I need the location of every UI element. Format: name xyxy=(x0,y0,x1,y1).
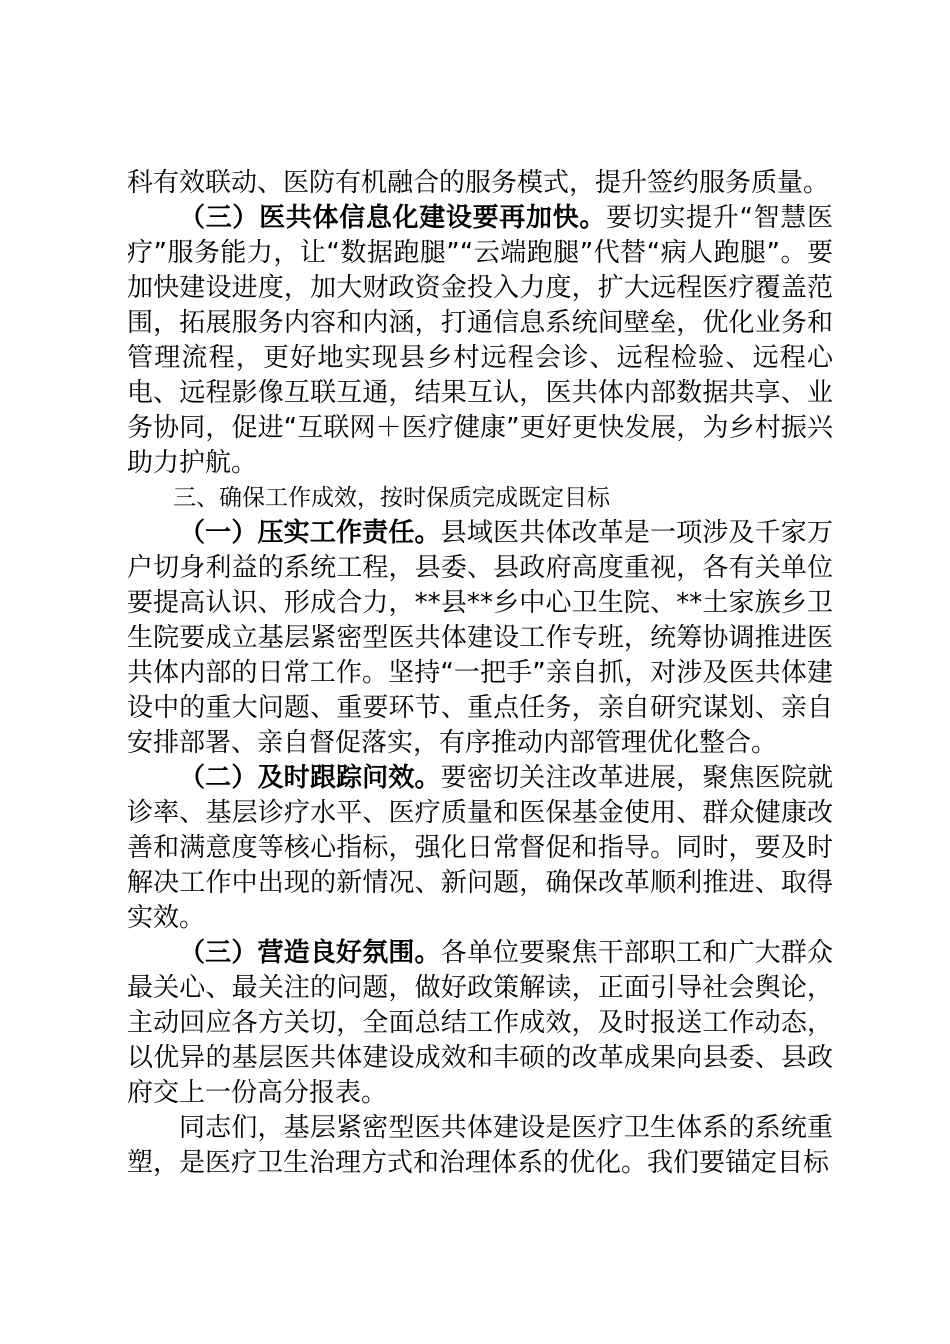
paragraph-closing xyxy=(127,1111,833,1181)
section-heading-bold: （二）及时跟踪问效。 xyxy=(179,763,441,793)
section-heading-bold: （三）医共体信息化建设要再加快。 xyxy=(179,203,607,233)
document-body xyxy=(127,166,833,1181)
paragraph-informatization xyxy=(127,201,833,481)
paragraph-text: 县域医共体改革是一项涉及千家万户切身利益的系统工程，县委、县政府高度重视，各有关单位要提高认识、形成合力，**县**乡中心卫生院、**土家族乡卫生院要成立基层紧密型医共体建设工作专班，统筹协调推进医共体内部的日常工作。坚持“一把手”亲自抓，对涉及医共体建设中的重大问题、重要环节、重点任务，亲自研究谋划、亲自安排部署、亲自督促落实，有序推动内部管理优化整合。 xyxy=(127,518,833,758)
paragraph-text: 科有效联动、医防有机融合的服务模式，提升签约服务质量。 xyxy=(127,168,830,198)
paragraph-text: 同志们，基层紧密型医共体建设是医疗卫生体系的系统重塑，是医疗卫生治理方式和治理体系的优化。我们要锚定目标 xyxy=(127,1113,833,1178)
paragraph-text: 各单位要聚焦干部职工和广大群众最关心、最关注的问题，做好政策解读，正面引导社会舆论，主动回应各方关切，全面总结工作成效，及时报送工作动态，以优异的基层医共体建设成效和丰硕的改革成果向县委、县政府交上一份高分报表。 xyxy=(127,938,833,1108)
section-heading-bold: （三）营造良好氛围。 xyxy=(179,938,441,968)
paragraph-tracking xyxy=(127,761,833,936)
paragraph-text: 要密切关注改革进展，聚焦医院就诊率、基层诊疗水平、医疗质量和医保基金使用、群众健康改善和满意度等核心指标，强化日常督促和指导。同时，要及时解决工作中出现的新情况、新问题，确保改革顺利推进、取得实效。 xyxy=(127,763,833,933)
section-heading-3 xyxy=(127,481,833,516)
paragraph-responsibility xyxy=(127,516,833,761)
paragraph-continuation xyxy=(127,166,833,201)
paragraph-text: 要切实提升“智慧医疗”服务能力，让“数据跑腿”“云端跑腿”代替“病人跑腿”。要加快建设进度，加大财政资金投入力度，扩大远程医疗覆盖范围，拓展服务内容和内涵，打通信息系统间壁垒，优化业务和管理流程，更好地实现县乡村远程会诊、远程检验、远程心电、远程影像互联互通，结果互认，医共体内部数据共享、业务协同，促进“互联网＋医疗健康”更好更快发展，为乡村振兴助力护航。 xyxy=(127,203,833,478)
section-heading-bold: （一）压实工作责任。 xyxy=(179,518,441,548)
paragraph-atmosphere xyxy=(127,936,833,1111)
section-heading-text: 三、确保工作成效，按时保质完成既定目标 xyxy=(173,485,610,511)
